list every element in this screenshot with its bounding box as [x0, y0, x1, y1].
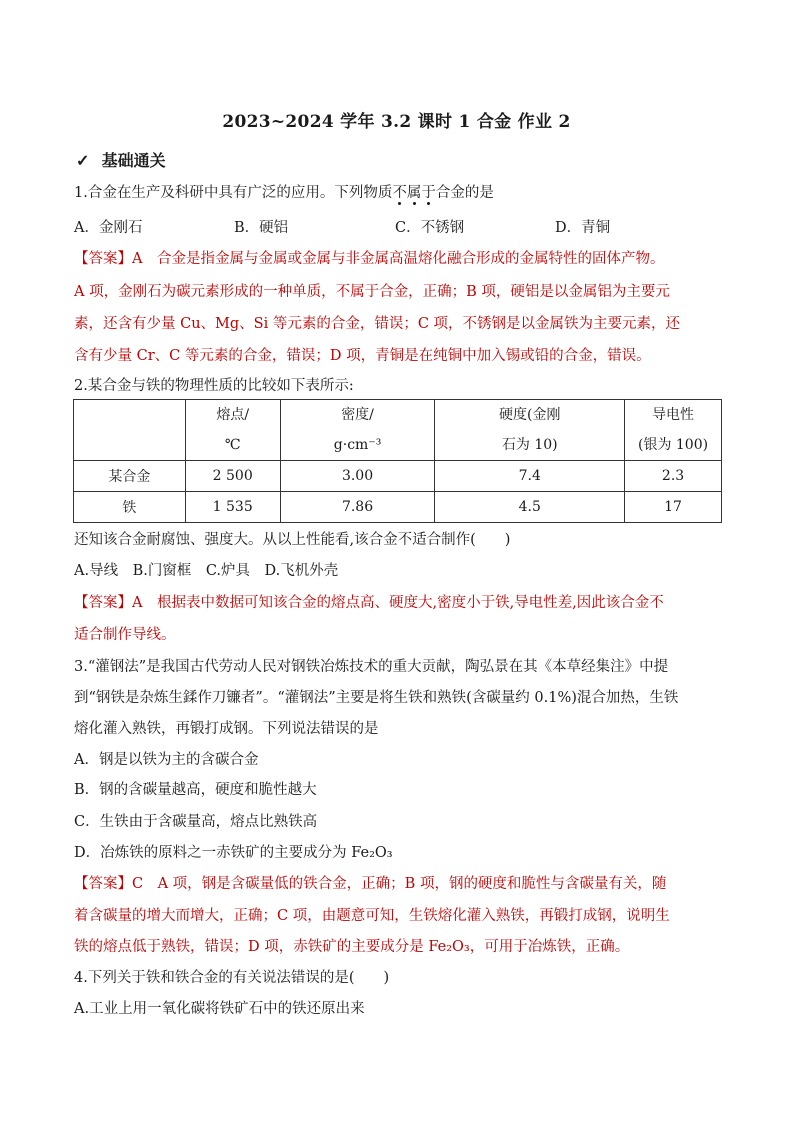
emphasis-char: 不 — [392, 185, 407, 201]
q3-option-d: D．冶炼铁的原料之一赤铁矿的主要成分为 Fe₂O₃ — [74, 845, 393, 861]
q3-option-a: A．钢是以铁为主的含碳合金 — [74, 752, 259, 768]
question-3-stem-line-2: 到“钢铁是杂炼生鍒作刀镰者”。“灌钢法”主要是将生铁和熟铁(含碳量约 0.1%)混合加热，生铁 — [74, 690, 679, 706]
q1-stem-post: 合金的是 — [435, 185, 494, 201]
q2-answer-line-1: 【答案】A 根据表中数据可知该合金的熔点高、硬度大,密度小于铁,导电性差,因此该合金不 — [74, 595, 664, 611]
table-row — [74, 461, 722, 492]
question-2-options: A.导线 B.门窗框 C.炉具 D.飞机外壳 — [74, 563, 339, 579]
table-cell: 7.4 — [435, 461, 625, 492]
question-1-stem — [74, 183, 724, 203]
table-row — [74, 492, 722, 523]
emphasis-char: 属 — [406, 185, 422, 201]
q1-answer-line-2: A 项，金刚石为碳元素形成的一种单质，不属于合金，正确；B 项，硬铝是以金属铝为主要元 — [74, 284, 670, 300]
q1-option-d: D．青铜 — [555, 220, 611, 236]
q1-stem-emphasis — [392, 185, 436, 201]
table-cell: 2.3 — [625, 461, 722, 492]
q1-answer-line-4: 含有少量 Cr、C 等元素的合金，错误；D 项，青铜是在纯铜中加入锡或铅的合金，错误。 — [74, 348, 651, 364]
table-header-cell: 熔点/ ℃ — [185, 400, 280, 461]
question-4-stem: 4.下列关于铁和铁合金的有关说法错误的是( ) — [74, 970, 390, 986]
q1-option-b: B．硬铝 — [234, 220, 289, 236]
table-header-row — [74, 400, 722, 461]
q3-answer-line-2: 着含碳量的增大而增大，正确；C 项，由题意可知，生铁熔化灌入熟铁，再锻打成钢，说明生 — [74, 908, 670, 924]
question-1-options — [74, 218, 724, 238]
question-3-stem-line-3: 熔化灌入熟铁，再锻打成钢。下列说法错误的是 — [74, 721, 379, 737]
section-label: 基础通关 — [101, 151, 166, 170]
question-3-stem-line-1: 3.“灌钢法”是我国古代劳动人民对钢铁冶炼技术的重大贡献，陶弘景在其《本草经集注》中提 — [74, 659, 669, 675]
q3-answer-line-3: 铁的熔点低于熟铁，错误；D 项，赤铁矿的主要成分是 Fe₂O₃，可用于冶炼铁，正确。 — [74, 939, 630, 955]
q3-answer-line-1: 【答案】C A 项，钢是含碳量低的铁合金，正确；B 项，钢的硬度和脆性与含碳量有关，随 — [74, 876, 667, 892]
q4-option-a: A.工业上用一氧化碳将铁矿石中的铁还原出来 — [74, 1001, 365, 1017]
q3-option-b: B．钢的含碳量越高，硬度和脆性越大 — [74, 782, 317, 798]
table-cell: 17 — [625, 492, 722, 523]
q1-answer-line-3: 素，还含有少量 Cu、Mg、Si 等元素的合金，错误；C 项，不锈钢是以金属铁为主要元素，还 — [74, 316, 681, 332]
question-2-follow: 还知该合金耐腐蚀、强度大。从以上性能看,该合金不适合制作( ) — [74, 532, 511, 548]
table-cell: 某合金 — [74, 461, 186, 492]
page-title: 2023~2024 学年 3.2 课时 1 合金 作业 2 — [222, 112, 571, 132]
table-cell: 1 535 — [185, 492, 280, 523]
q1-option-c: C．不锈钢 — [395, 220, 465, 236]
emphasis-char: 于 — [421, 185, 436, 201]
section-heading — [76, 148, 166, 171]
table-header-cell: 密度/ g·cm⁻³ — [280, 400, 435, 461]
properties-table — [73, 399, 722, 523]
q1-stem-pre: 1.合金在生产及科研中具有广泛的应用。下列物质 — [74, 185, 393, 201]
q2-answer-line-2: 适合制作导线。 — [74, 627, 176, 643]
check-icon: ✓ — [76, 151, 90, 170]
table-header-cell: 硬度(金刚 石为 10) — [435, 400, 625, 461]
q3-option-c: C．生铁由于含碳量高，熔点比熟铁高 — [74, 814, 318, 830]
question-2-stem: 2.某合金与铁的物理性质的比较如下表所示: — [74, 378, 354, 394]
table-header-cell: 导电性 (银为 100) — [625, 400, 722, 461]
table-cell: 3.00 — [280, 461, 435, 492]
q1-option-a: A．金刚石 — [74, 220, 143, 236]
table-cell: 铁 — [74, 492, 186, 523]
table-header-cell — [74, 400, 186, 461]
table-cell: 7.86 — [280, 492, 435, 523]
table-cell: 4.5 — [435, 492, 625, 523]
table-cell: 2 500 — [185, 461, 280, 492]
q1-answer-line-1: 【答案】A 合金是指金属与金属或金属与非金属高温熔化融合形成的金属特性的固体产物。 — [74, 251, 665, 267]
